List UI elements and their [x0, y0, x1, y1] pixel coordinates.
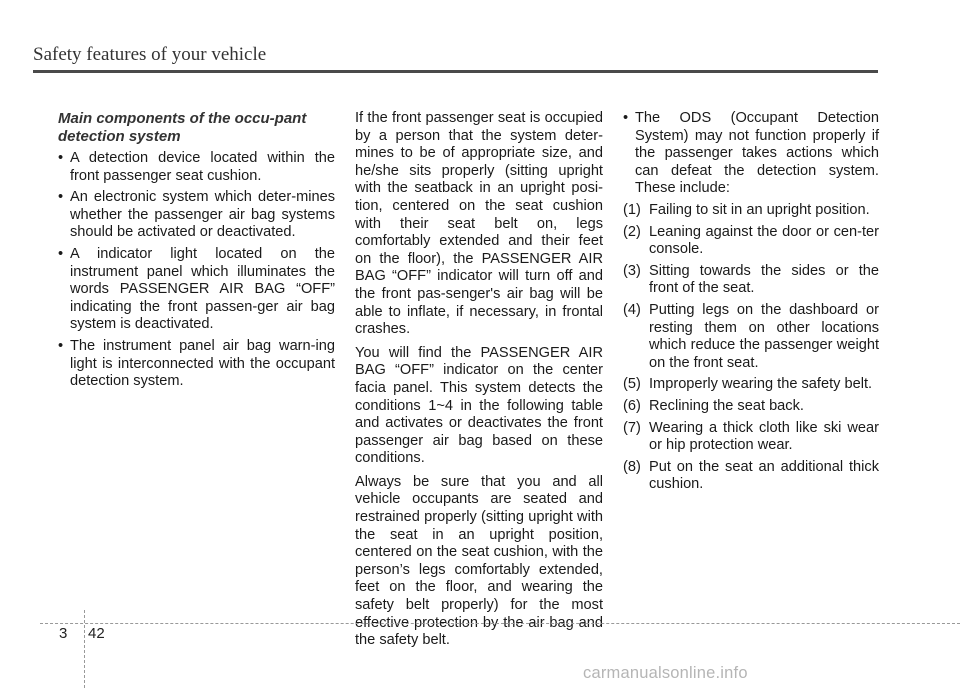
list-item: • An electronic system which deter-mines whether the passenger air bag systems should be activated or deactivated.	[58, 189, 335, 242]
item-text: Failing to sit in an upright position.	[649, 201, 870, 218]
list-item	[623, 224, 879, 259]
item-number: (3)	[623, 262, 641, 279]
list-item	[623, 420, 879, 455]
list-item	[623, 302, 879, 372]
conditions-list	[623, 202, 879, 494]
list-item	[623, 376, 879, 394]
item-number: (6)	[623, 397, 641, 414]
item-number: (8)	[623, 458, 641, 475]
item-text: Wearing a thick cloth like ski wear or hip protection wear.	[649, 419, 879, 454]
item-text: Putting legs on the dashboard or resting them on other locations which reduce the passenger weight on the front seat.	[649, 301, 879, 371]
item-text: Leaning against the door or cen-ter console.	[649, 223, 879, 258]
item-number: (2)	[623, 223, 641, 240]
column-2	[355, 110, 603, 656]
list-item: • The ODS (Occupant Detection System) may not function properly if the passenger takes actions which can defeat the detection system. These include:	[623, 110, 879, 198]
column-3	[623, 110, 879, 498]
paragraph: Always be sure that you and all vehicle occupants are seated and restrained properly (sitting upright with the seat in an upright position, centered on the seat cushion, with the person’s legs comfortably extended, feet on the floor, and wearing the safety belt properly) for the most effective protection by the air bag and the safety belt.	[355, 473, 603, 649]
paragraph: You will find the PASSENGER AIR BAG “OFF” indicator on the center facia panel. This system detects the conditions 1~4 in the following table and activates or deactivates the front passenger air bag based on these conditions.	[355, 344, 603, 467]
item-text: Improperly wearing the safety belt.	[649, 376, 873, 393]
list-item: • A indicator light located on the instrument panel which illuminates the words PASSENGER AIR BAG “OFF” indicating the front passen-ger air bag system is deactivated.	[58, 246, 335, 334]
column-1	[58, 110, 335, 395]
footer-rule	[40, 623, 960, 624]
item-text: Sitting towards the sides or the front of the seat.	[649, 262, 879, 297]
list-item	[623, 202, 879, 220]
list-item	[623, 263, 879, 298]
ods-intro-list	[623, 110, 879, 198]
footer-divider	[84, 610, 85, 688]
list-item	[623, 459, 879, 494]
item-number: (7)	[623, 419, 641, 436]
page-number: 42	[88, 625, 105, 642]
list-item	[623, 398, 879, 416]
list-item: • The instrument panel air bag warn-ing light is interconnected with the occupant detection system.	[58, 338, 335, 391]
item-text: Reclining the seat back.	[649, 397, 804, 414]
list-item: • A detection device located within the front passenger seat cushion.	[58, 150, 335, 185]
paragraph: If the front passenger seat is occupied by a person that the system deter-mines to be of appropriate size, and he/she sits properly (sitting upright with the seatback in an upright posi-tion, centered on the seat cushion with their seat belt on, legs comfortably extended and their feet on the floor), the PASSENGER AIR BAG “OFF” indicator will turn off and the front pas-senger's air bag will be able to inflate, if necessary, in frontal crashes.	[355, 110, 603, 338]
item-number: (1)	[623, 201, 641, 218]
header-rule	[33, 70, 878, 73]
watermark: carmanualsonline.info	[583, 664, 748, 682]
chapter-number: 3	[59, 625, 68, 642]
page-header-title: Safety features of your vehicle	[33, 44, 267, 65]
section-heading: Main components of the occu-pant detection system	[58, 110, 307, 145]
component-list	[58, 150, 335, 391]
item-text: Put on the seat an additional thick cushion.	[649, 458, 879, 493]
item-number: (4)	[623, 301, 641, 318]
item-number: (5)	[623, 376, 641, 393]
